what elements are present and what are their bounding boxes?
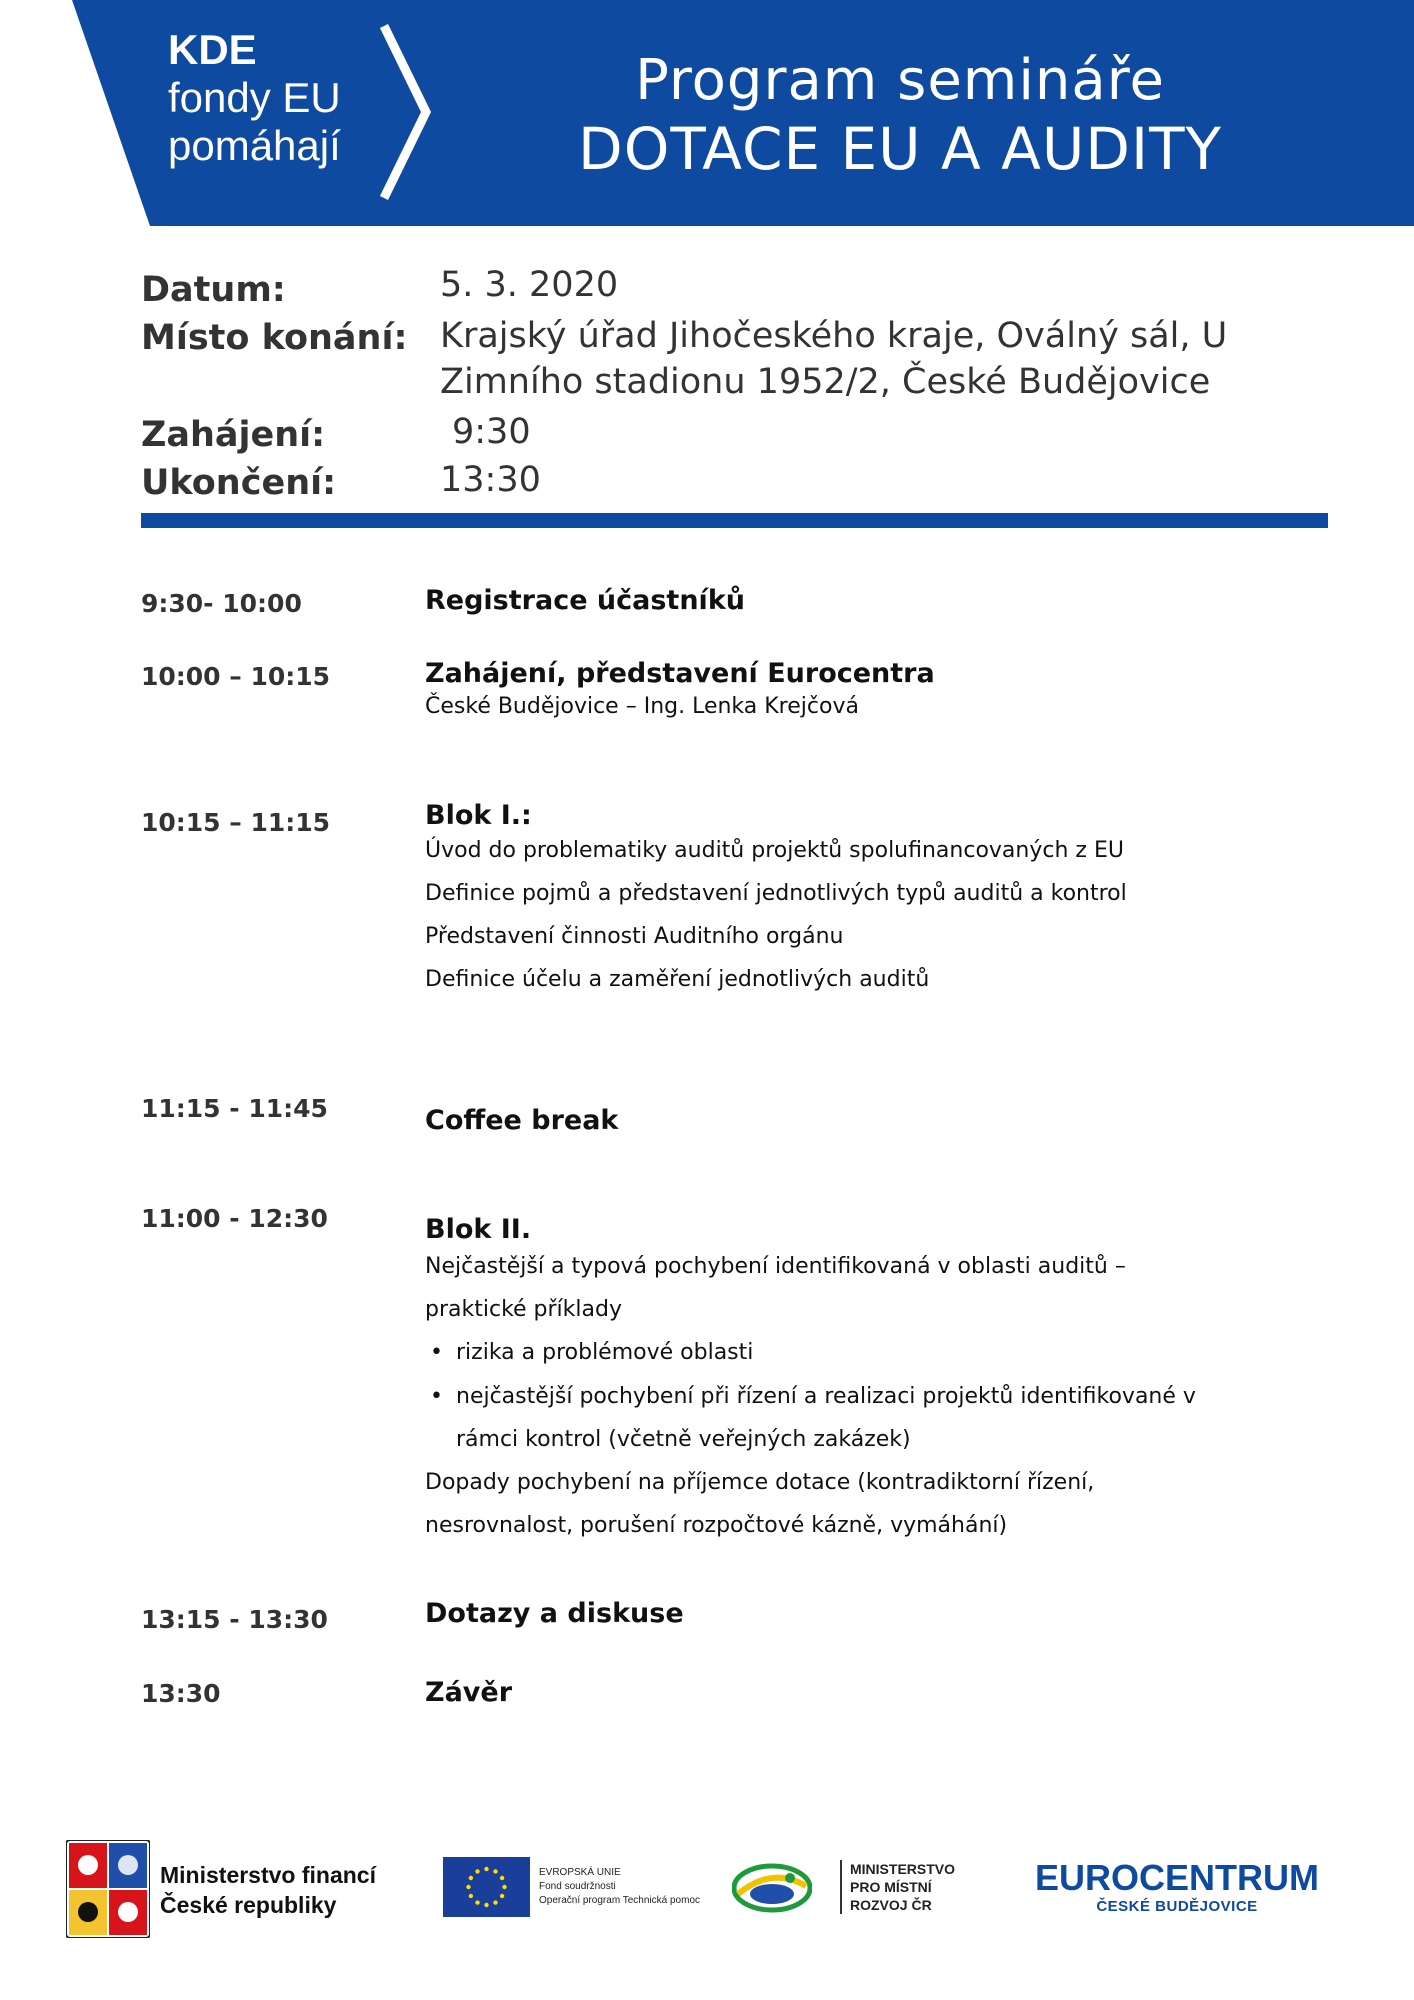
time-slot-5: 11:00 - 12:30 [141, 1204, 328, 1233]
start-label: Zahájení: [141, 415, 326, 455]
eu-line-3: Operační program Technická pomoc [539, 1895, 701, 1906]
end-label: Ukončení: [141, 463, 337, 503]
item-title-5: Blok II. [425, 1214, 532, 1245]
time-slot-7: 13:30 [141, 1679, 221, 1708]
block2-bullet-2-line-1: nejčastější pochybení při řízení a realizaci projektů identifikované v [456, 1384, 1196, 1409]
kde-fondy-eu-logo [168, 26, 341, 170]
block1-line-3: Představení činnosti Auditního orgánu [425, 924, 844, 949]
title-line-2: DOTACE EU A AUDITY [578, 115, 1222, 183]
item-title-6: Dotazy a diskuse [425, 1598, 684, 1629]
date-value: 5. 3. 2020 [440, 265, 619, 305]
divider [141, 513, 1328, 528]
block1-line-2: Definice pojmů a představení jednotlivých typů auditů a kontrol [425, 881, 1127, 906]
czech-coat-of-arms-icon [66, 1840, 150, 1938]
place-value-line-1: Krajský úřad Jihočeského kraje, Oválný sál, U [440, 316, 1228, 356]
block2-bullet-1: rizika a problémové oblasti [456, 1340, 754, 1365]
item-title-4: Coffee break [425, 1105, 619, 1136]
place-label: Místo konání: [141, 318, 408, 358]
block2-intro-line-2: praktické příklady [425, 1297, 622, 1322]
place-value-line-2: Zimního stadionu 1952/2, České Budějovice [440, 362, 1211, 402]
mf-line-2: České republiky [160, 1892, 337, 1918]
logo-line-2: fondy EU [168, 74, 341, 121]
mmr-line-3: ROZVOJ ČR [850, 1897, 932, 1913]
block2-outro-line-2: nesrovnalost, porušení rozpočtové kázně, vymáhání) [425, 1513, 1008, 1538]
time-slot-4: 11:15 - 11:45 [141, 1094, 328, 1123]
eu-flag-icon [443, 1857, 530, 1917]
block2-bullet-2-line-2: rámci kontrol (včetně veřejných zakázek) [456, 1427, 911, 1452]
time-slot-1: 9:30- 10:00 [141, 589, 302, 618]
title-line-1: Program semináře [635, 48, 1165, 113]
time-slot-2: 10:00 – 10:15 [141, 662, 331, 691]
chevron-right-icon [378, 22, 434, 202]
time-slot-6: 13:15 - 13:30 [141, 1605, 328, 1634]
mmr-line-1: MINISTERSTVO [850, 1861, 956, 1877]
eu-line-1: EVROPSKÁ UNIE [539, 1867, 621, 1878]
eurocentrum-logo [1035, 1858, 1319, 1916]
start-value: 9:30 [452, 412, 531, 452]
mf-line-1: Ministerstvo financí [160, 1862, 376, 1888]
eu-fund-logo [539, 1866, 700, 1908]
bullet-icon: • [430, 1384, 443, 1409]
block2-outro-line-1: Dopady pochybení na příjemce dotace (kontradiktorní řízení, [425, 1470, 1095, 1495]
item-title-3: Blok I.: [425, 800, 532, 831]
item-title-7: Závěr [425, 1677, 513, 1708]
block1-line-4: Definice účelu a zaměření jednotlivých auditů [425, 967, 930, 992]
logo-line-3: pomáhají [168, 122, 341, 169]
date-label: Datum: [141, 270, 286, 310]
ec-line-1: EUROCENTRUM [1035, 1857, 1319, 1898]
ec-line-2: ČESKÉ BUDĚJOVICE [1096, 1898, 1258, 1915]
bullet-icon: • [430, 1340, 443, 1365]
ministry-regional-development-logo [840, 1860, 955, 1914]
block2-intro-line-1: Nejčastější a typová pochybení identifikovaná v oblasti auditů – [425, 1254, 1126, 1279]
eu-line-2: Fond soudržnosti [539, 1881, 616, 1892]
ministry-of-finance-logo [160, 1860, 376, 1920]
item-title-1: Registrace účastníků [425, 585, 745, 616]
logo-line-1: KDE [168, 26, 257, 73]
time-slot-3: 10:15 – 11:15 [141, 808, 331, 837]
item-title-2: Zahájení, představení Eurocentra [425, 658, 935, 689]
block1-line-1: Úvod do problematiky auditů projektů spolufinancovaných z EU [425, 838, 1124, 863]
page-title [490, 48, 1310, 184]
end-value: 13:30 [440, 460, 541, 500]
item-sub-2: České Budějovice – Ing. Lenka Krejčová [425, 694, 859, 719]
mmr-logo-icon [732, 1860, 812, 1916]
mmr-line-2: PRO MÍSTNÍ [850, 1879, 932, 1895]
